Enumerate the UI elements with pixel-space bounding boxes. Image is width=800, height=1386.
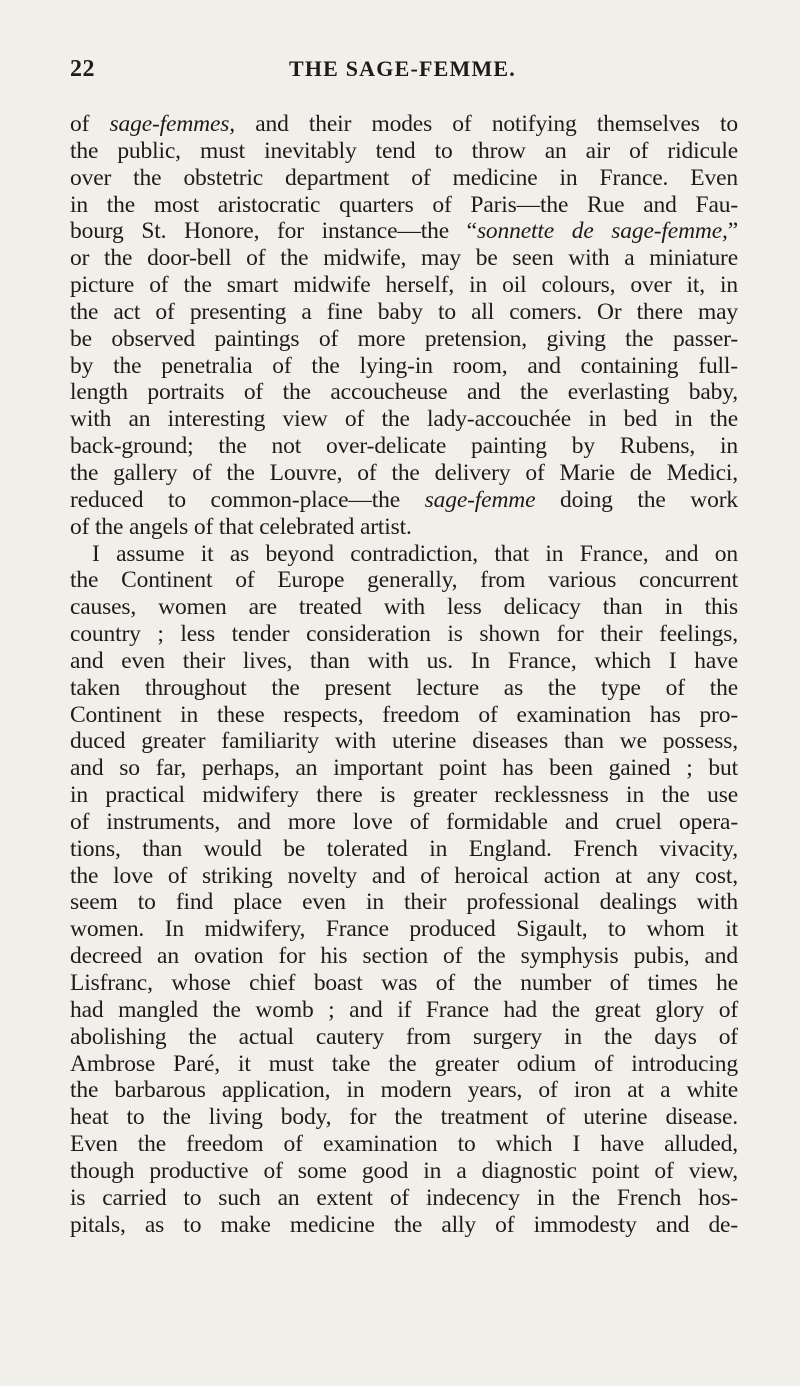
text-line: reduced to common-place—the sage-femme doing the work — [70, 486, 738, 513]
text-line: abolishing the actual cautery from surgery in the days of — [70, 1023, 738, 1050]
text-line: seem to find place even in their professional dealings with — [70, 889, 738, 916]
text-line: is carried to such an extent of indecency in the French hos- — [70, 1184, 738, 1211]
text-line: the Continent of Europe generally, from various concurrent — [70, 567, 738, 594]
text-line: the public, must inevitably tend to throw an air of ridicule — [70, 137, 738, 164]
text-line: heat to the living body, for the treatment of uterine disease. — [70, 1104, 738, 1131]
text-line: with an interesting view of the lady-accouchée in bed in the — [70, 406, 738, 433]
italic-text: sonnette de sage-femme, — [476, 218, 728, 245]
text-line: had mangled the womb ; and if France had the great glory of — [70, 996, 738, 1023]
text-line: the gallery of the Louvre, of the delivery of Marie de Medici, — [70, 459, 738, 486]
text-line: Even the freedom of examination to which I have alluded, — [70, 1131, 738, 1158]
text-line: of instruments, and more love of formidable and cruel opera- — [70, 808, 738, 835]
page-header — [70, 56, 735, 86]
text-line: in the most aristocratic quarters of Paris—the Rue and Fau- — [70, 191, 738, 218]
text-line: pitals, as to make medicine the ally of immodesty and de- — [70, 1211, 738, 1238]
text-line: by the penetralia of the lying-in room, and containing full- — [70, 352, 738, 379]
text-line: of sage-femmes, and their modes of notifying themselves to — [70, 111, 738, 137]
italic-text: sage-femme — [424, 486, 536, 513]
text-line: in practical midwifery there is greater recklessness in the use — [70, 782, 738, 809]
text-line: the act of presenting a fine baby to all comers. Or there may — [70, 298, 738, 325]
text-line: country ; less tender consideration is shown for their feelings, — [70, 621, 738, 648]
text-line: and even their lives, than with us. In France, which I have — [70, 647, 738, 674]
text-line: or the door-bell of the midwife, may be seen with a miniature — [70, 245, 738, 272]
text-line: back-ground; the not over-delicate painting by Rubens, in — [70, 433, 738, 460]
text-line: duced greater familiarity with uterine diseases than we possess, — [70, 728, 738, 755]
text-line: the barbarous application, in modern years, of iron at a white — [70, 1077, 738, 1104]
text-line: tions, than would be tolerated in England. French vivacity, — [70, 835, 738, 862]
text-line: Continent in these respects, freedom of examination has pro- — [70, 701, 738, 728]
text-line: picture of the smart midwife herself, in oil colours, over it, in — [70, 272, 738, 299]
text-line: length portraits of the accoucheuse and the everlasting baby, — [70, 379, 738, 406]
text-line: the love of striking novelty and of heroical action at any cost, — [70, 862, 738, 889]
text-line: taken throughout the present lecture as the type of the — [70, 674, 738, 701]
text-line: women. In midwifery, France produced Sigault, to whom it — [70, 916, 738, 943]
page-number: 22 — [70, 56, 95, 82]
text-line: though productive of some good in a diagnostic point of view, — [70, 1157, 738, 1184]
text-line: causes, women are treated with less delicacy than in this — [70, 594, 738, 621]
text-line: I assume it as beyond contradiction, that in France, and on — [92, 540, 738, 567]
text-line: decreed an ovation for his section of the symphysis pubis, and — [70, 943, 738, 970]
text-line: of the angels of that celebrated artist. — [70, 513, 412, 540]
text-line: bourg St. Honore, for instance—the “sonnette de sage-femme,” — [70, 218, 738, 245]
body-text — [70, 111, 738, 1238]
text-line: and so far, perhaps, an important point has been gained ; but — [70, 755, 738, 782]
text-line: over the obstetric department of medicine in France. Even — [70, 164, 738, 191]
text-line: Lisfranc, whose chief boast was of the number of times he — [70, 970, 738, 996]
text-line: Ambrose Paré, it must take the greater odium of introducing — [70, 1050, 738, 1077]
italic-text: sage-femmes, — [109, 111, 235, 137]
text-line: be observed paintings of more pretension, giving the passer- — [70, 325, 738, 352]
running-head: THE SAGE-FEMME. — [288, 56, 516, 81]
